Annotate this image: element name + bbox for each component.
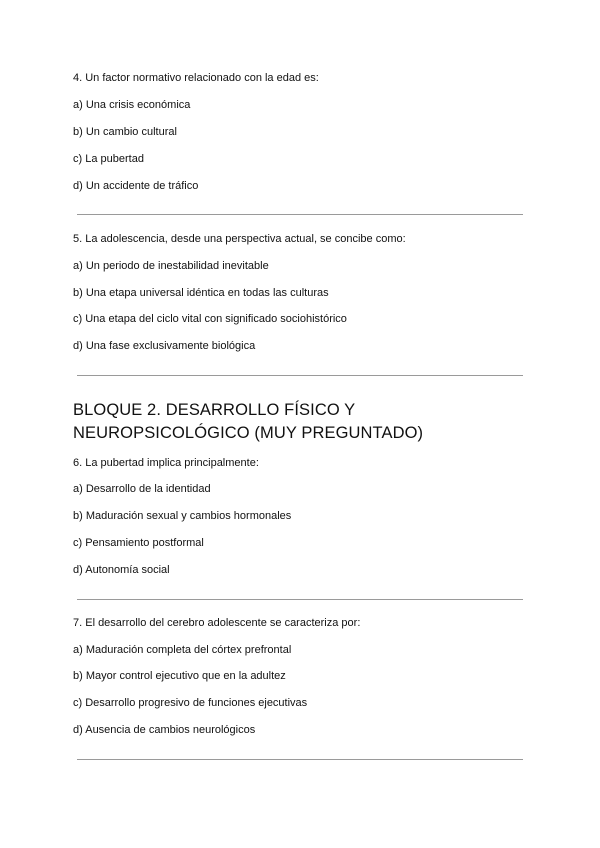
question-7-option-a: a) Maduración completa del córtex prefrontal (73, 644, 292, 656)
question-5-prompt: 5. La adolescencia, desde una perspectiva actual, se concibe como: (73, 233, 406, 245)
question-5-option-b: b) Una etapa universal idéntica en todas las culturas (73, 287, 329, 299)
question-6-option-a: a) Desarrollo de la identidad (73, 483, 211, 495)
question-4-option-c: c) La pubertad (73, 153, 144, 165)
question-4-option-b: b) Un cambio cultural (73, 126, 177, 138)
question-7-option-c: c) Desarrollo progresivo de funciones ejecutivas (73, 697, 308, 709)
question-7-option-d: d) Ausencia de cambios neurológicos (73, 724, 256, 736)
divider (77, 214, 523, 215)
question-6-option-c: c) Pensamiento postformal (73, 537, 204, 549)
question-4-option-a: a) Una crisis económica (73, 99, 191, 111)
question-5-option-d: d) Una fase exclusivamente biológica (73, 340, 256, 352)
question-6-option-d: d) Autonomía social (73, 564, 170, 576)
section-heading-line-1: BLOQUE 2. DESARROLLO FÍSICO Y (73, 401, 356, 419)
question-5-option-c: c) Una etapa del ciclo vital con significado sociohistórico (73, 313, 347, 325)
question-7-option-b: b) Mayor control ejecutivo que en la adultez (73, 670, 286, 682)
section-heading-line-2: NEUROPSICOLÓGICO (MUY PREGUNTADO) (73, 424, 424, 442)
question-6-option-b: b) Maduración sexual y cambios hormonales (73, 510, 292, 522)
question-7-prompt: 7. El desarrollo del cerebro adolescente se caracteriza por: (73, 617, 361, 629)
question-4-option-d: d) Un accidente de tráfico (73, 180, 199, 192)
divider (77, 759, 523, 760)
divider (77, 599, 523, 600)
divider (77, 375, 523, 376)
question-4-prompt: 4. Un factor normativo relacionado con la edad es: (73, 72, 319, 84)
question-5-option-a: a) Un periodo de inestabilidad inevitable (73, 260, 269, 272)
question-6-prompt: 6. La pubertad implica principalmente: (73, 457, 259, 469)
